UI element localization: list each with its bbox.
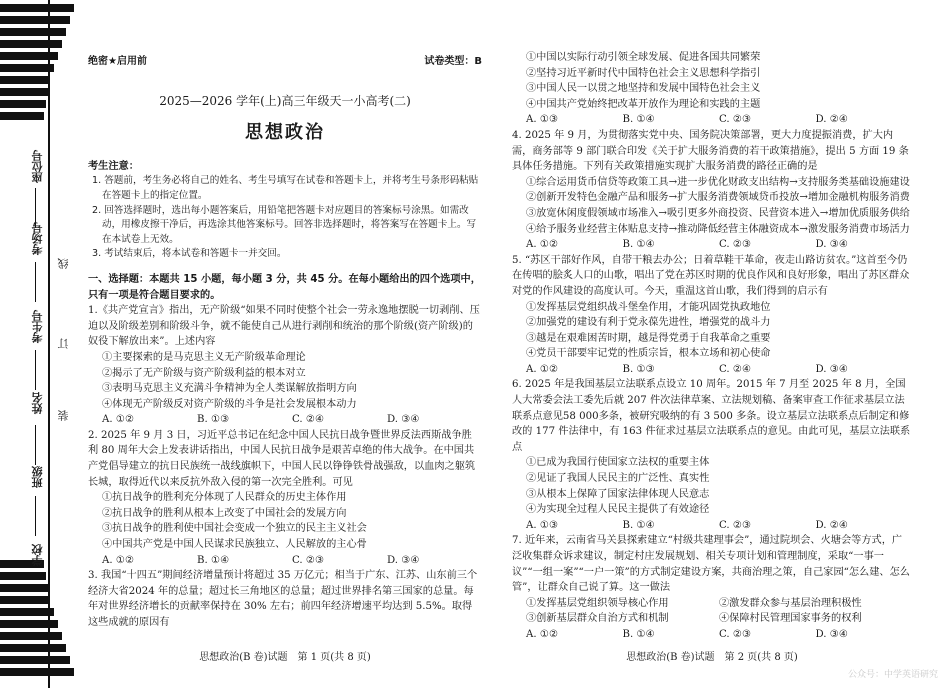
question-option: ③放宽休闲度假领域市场准入→吸引更多外商投资、民营资本进入→增加优质服务供给 (526, 207, 910, 219)
binding-bar (0, 16, 70, 24)
answer-choice[interactable]: C. ②③ (719, 114, 752, 126)
answer-choice[interactable]: B. ①④ (622, 519, 655, 531)
question-option: ②加强党的建设有利于党永葆先进性，增强党的战斗力 (526, 317, 771, 329)
page-header (88, 54, 482, 70)
binding-line (48, 0, 50, 688)
answer-choices (512, 518, 912, 534)
answer-choice[interactable]: C. ②③ (719, 628, 752, 640)
notice-list (88, 174, 482, 262)
question-option: ②创新开发特色金融产品和服务→扩大服务消费领域贷币投放→增加金融机构服务消费 (526, 192, 910, 204)
label-examinee-no: 考生号 (31, 310, 44, 343)
answer-choice[interactable]: B. ①④ (622, 628, 655, 640)
question-option: ②见证了我国人民民主的广泛性、真实性 (526, 473, 710, 485)
question-option: ④中国共产党始终把改革开放作为理论和实践的主题 (526, 98, 761, 110)
answer-choices (512, 362, 912, 378)
question-option: ①抗日战争的胜利充分体现了人民群众的历史主体作用 (102, 492, 347, 504)
question-item (512, 128, 912, 253)
question-item (88, 428, 482, 568)
answer-choice[interactable]: A. ①② (102, 554, 135, 566)
answer-choice[interactable]: D. ③④ (815, 239, 849, 251)
binding-bar (0, 644, 66, 652)
answer-choices (512, 237, 912, 253)
answer-choice[interactable]: D. ③④ (815, 628, 849, 640)
answer-choice[interactable]: D. ③④ (387, 414, 420, 426)
binding-bar (0, 88, 48, 96)
binding-bar (0, 632, 62, 640)
answer-choice[interactable]: C. ②③ (719, 519, 752, 531)
question-option: ①已成为我国行使国家立法权的重要主体 (526, 457, 710, 469)
label-seat: 座位号 (31, 150, 44, 183)
question-option: ①发挥基层党组织领导核心作用 (526, 597, 669, 609)
answer-choice[interactable]: C. ②③ (292, 554, 325, 566)
answer-choice[interactable]: A. ①③ (526, 519, 559, 531)
answer-choice[interactable]: B. ①④ (197, 554, 230, 566)
label-school: 学校 (31, 544, 44, 566)
page-1 (88, 0, 482, 688)
question-item (512, 377, 912, 533)
notice-item: 2. 回答选择题时，选出每小题答案后，用铅笔把答题卡对应题目的答案标号涂黑。如需改动，用橡皮擦干净后，再选涂其他答案标号。回答非选择题时，将答案写在答题卡上。写在本试卷上无效。 (92, 204, 477, 245)
question-option: ④党员干部要牢记党的性质宗旨，根本立场和初心使命 (526, 348, 771, 360)
binding-bar (0, 52, 58, 60)
binding-bar (0, 100, 46, 108)
question-stem: 5. “苏区干部好作风，自带干粮去办公；日着草鞋干革命，夜走山路访贫农。”这首至今仍在传唱的脍炙人口的山歌，唱出了党在苏区时期的优良作风和良好形象，唱出了苏区群众对党的作风建设的高度认可。今天，重温这首山歌，我们得到的启示有 (512, 254, 910, 297)
notice-item: 3. 考试结束后，将本试卷和答题卡一并交回。 (92, 248, 287, 260)
question-option: ③创新基层群众自治方式和机制 (526, 613, 669, 625)
answer-choice[interactable]: A. ①② (526, 628, 559, 640)
answer-choice[interactable]: A. ①② (102, 414, 135, 426)
question-option: ②坚持习近平新时代中国特色社会主义思想科学指引 (526, 67, 761, 79)
confidential-mark: 绝密★启用前 (88, 56, 147, 67)
question-option: ③越是在艰难困苦时期，越是得党勇于自我革命之重要 (526, 332, 771, 344)
fill-line (35, 425, 37, 465)
page-2 (512, 0, 912, 688)
binding-bar (0, 608, 54, 616)
answer-choice[interactable]: D. ③④ (387, 554, 420, 566)
binding-bar (0, 112, 44, 120)
section-heading: 一、选择题：本题共 15 小题，每小题 3 分，共 45 分。在每小题给出的四个选项中，只有一项是符合题目要求的。 (88, 273, 481, 301)
question-option: ③抗日战争的胜利使中国社会变成一个独立的民主主义社会 (102, 523, 367, 535)
binding-bar (0, 656, 70, 664)
answer-choice[interactable]: A. ①② (526, 239, 559, 251)
answer-choice[interactable]: B. ①③ (197, 414, 230, 426)
binding-word-bind: 装 (57, 410, 70, 421)
answer-choice[interactable]: C. ②③ (719, 239, 752, 251)
binding-word-staple: 订 (57, 338, 70, 349)
binding-bar (0, 28, 66, 36)
question-option: ②激发群众参与基层治理积极性 (719, 597, 862, 609)
answer-choice[interactable]: C. ②④ (292, 414, 325, 426)
answer-choice[interactable]: D. ③④ (815, 363, 849, 375)
exam-title: 2025—2026 学年(上)高三年级天一小高考(二) (159, 93, 411, 108)
question-stem: 4. 2025 年 9 月，为贯彻落实党中央、国务院决策部署，更大力度提振消费，扩大内需，商务部等 9 部门联合印发《关于扩大服务消费的若干政策措施》，提出 5 方面 19 条具体任务措施。下列有关政策措施实现扩大服务消费的路径正确的是 (512, 129, 909, 173)
option-row (512, 611, 912, 627)
label-room: 考场号 (31, 222, 44, 255)
question-stem: 6. 2025 年是我国基层立法联系点设立 10 周年。2015 年 7 月至 2025 年 8 月，全国人大常委会法工委先后就 207 件次法律草案、立法规划稿、备案审查工作征求基层立法联系点意见58 000多条，被研究吸纳的有 3 500 多条。设立基层立法联系点后制定和修改的 177 件法律中，有 163 件征求过基层立法联系点的意见。由此可见，基层立法联系点 (512, 379, 911, 453)
binding-bar (0, 4, 74, 12)
binding-word-line: 线 (57, 258, 70, 269)
question-option: ②抗日战争的胜利从根本上改变了中国社会的发展方向 (102, 507, 347, 519)
question-stem: 3. 我国“十四五”期间经济增量预计将超过 35 万亿元；相当于广东、江苏、山东前三个经济大省2024 年的总量；超过长三角地区的总量；超过世界排名第三国家的总量。每年对世界经济增长的贡献率保持在 30% 左右；前四年经济增速平均达到 5.5%。取得这些成就的原因有 (88, 570, 478, 628)
watermark: 公众号：中学英语研究 (847, 670, 938, 680)
question-list (512, 50, 912, 643)
question-stem: 1.《共产党宣言》指出，无产阶级“如果不同时使整个社会一劳永逸地摆脱一切剥削、压迫以及阶级差别和阶级斗争，就不能使自己从进行剥削和统治的那个阶级(资产阶级)的奴役下解放出来”。上述内容 (88, 305, 480, 348)
answer-choices (88, 412, 482, 428)
question-item (512, 50, 912, 128)
page-footer: 思想政治(B 卷)试题 第 1 页(共 8 页) (199, 652, 371, 664)
binding-bar (0, 76, 50, 84)
question-option: ④给予服务业经营主体贴息支持→推动降低经营主体融资成本→激发服务消费市场活力 (526, 223, 910, 235)
question-option: ③从根本上保障了国家法律体现人民意志 (526, 488, 710, 500)
question-stem: 7. 近年来，云南省马关县探索建立“村级共建理事会”，通过院坝会、火塘会等方式，广泛收集群众诉求建议，制定村庄发展规划、相关专项计划和管理制度，采取“一事一议”“一组一案”“一户一策”的方式制定建设方案，共商治理之策，自己家园“怎么建、怎么管”，让群众自己说了算。这一做法 (512, 535, 910, 594)
page-footer: 思想政治(B 卷)试题 第 2 页(共 8 页) (626, 652, 798, 664)
option-row (512, 596, 912, 612)
question-item (88, 568, 482, 630)
answer-choice[interactable]: D. ②④ (815, 519, 849, 531)
question-option: ③中国人民一以贯之地坚持和发展中国特色社会主义 (526, 83, 761, 95)
binding-strip (0, 0, 80, 688)
answer-choices (512, 627, 912, 643)
fill-line (35, 262, 37, 302)
answer-choice[interactable]: B. ①④ (622, 114, 655, 126)
question-option: ①中国以实际行动引领全球发展、促进各国共同繁荣 (526, 52, 761, 63)
notice-heading: 考生注意： (88, 160, 139, 172)
answer-choices (512, 112, 912, 128)
answer-choice[interactable]: D. ②④ (815, 114, 849, 126)
label-name: 姓名 (31, 392, 44, 414)
fill-line (35, 350, 37, 390)
notice-item: 1. 答题前，考生务必将自己的姓名、考生号填写在试卷和答题卡上，并将考生号条形码粘贴在答题卡上的指定位置。 (92, 175, 479, 201)
question-item (512, 533, 912, 642)
question-list (88, 303, 482, 630)
binding-bar (0, 596, 50, 604)
binding-bar (0, 668, 74, 676)
question-option: ④中国共产党是中国人民谋求民族独立、人民解放的主心骨 (102, 539, 367, 551)
question-item (512, 253, 912, 378)
question-option: ③表明马克思主义充满斗争精神为全人类谋解放指明方向 (102, 383, 357, 395)
question-item (88, 303, 482, 428)
answer-choice[interactable]: B. ①④ (622, 239, 655, 251)
fill-line (35, 496, 37, 536)
binding-bar (0, 584, 48, 592)
answer-choice[interactable]: C. ②④ (719, 363, 752, 375)
answer-choice[interactable]: A. ①③ (526, 114, 559, 126)
question-stem: 2. 2025 年 9 月 3 日，习近平总书记在纪念中国人民抗日战争暨世界反法西斯战争胜利 80 周年大会上发表讲话指出，中国人民抗日战争是艰苦卓绝的伟大战争。在中国共产党倡导建立的抗日民族统一战线旗帜下，中国人民以铮铮铁骨战强敌，以血肉之躯筑长城，取得近代以来反抗外敌入侵的第一次完全胜利。可见 (88, 429, 476, 488)
question-option: ④体现无产阶级反对资产阶级的斗争是社会发展根本动力 (102, 398, 357, 410)
question-option: ④为实现全过程人民民主提供了有效途径 (526, 504, 710, 516)
question-option: ①发挥基层党组织战斗堡垒作用，才能巩固党执政地位 (526, 301, 771, 313)
question-option: ②揭示了无产阶级与资产阶级利益的根本对立 (102, 367, 306, 379)
label-class: 班级 (31, 466, 44, 488)
answer-choices (88, 553, 482, 569)
question-option: ①主要探索的是马克思主义无产阶级革命理论 (102, 351, 306, 363)
binding-bar (0, 620, 58, 628)
answer-choice[interactable]: A. ①② (526, 363, 559, 375)
question-option: ④保障村民管理国家事务的权利 (719, 613, 862, 625)
answer-choice[interactable]: B. ①③ (622, 363, 655, 375)
binding-bar (0, 572, 46, 580)
paper-type: 试卷类型：B (424, 56, 482, 67)
subject-title: 思想政治 (245, 122, 325, 144)
binding-bar (0, 64, 54, 72)
question-option: ①综合运用货币信贷等政策工具→进一步优化财政支出结构→支持服务类基础设施建设 (526, 176, 910, 188)
binding-bar (0, 40, 62, 48)
